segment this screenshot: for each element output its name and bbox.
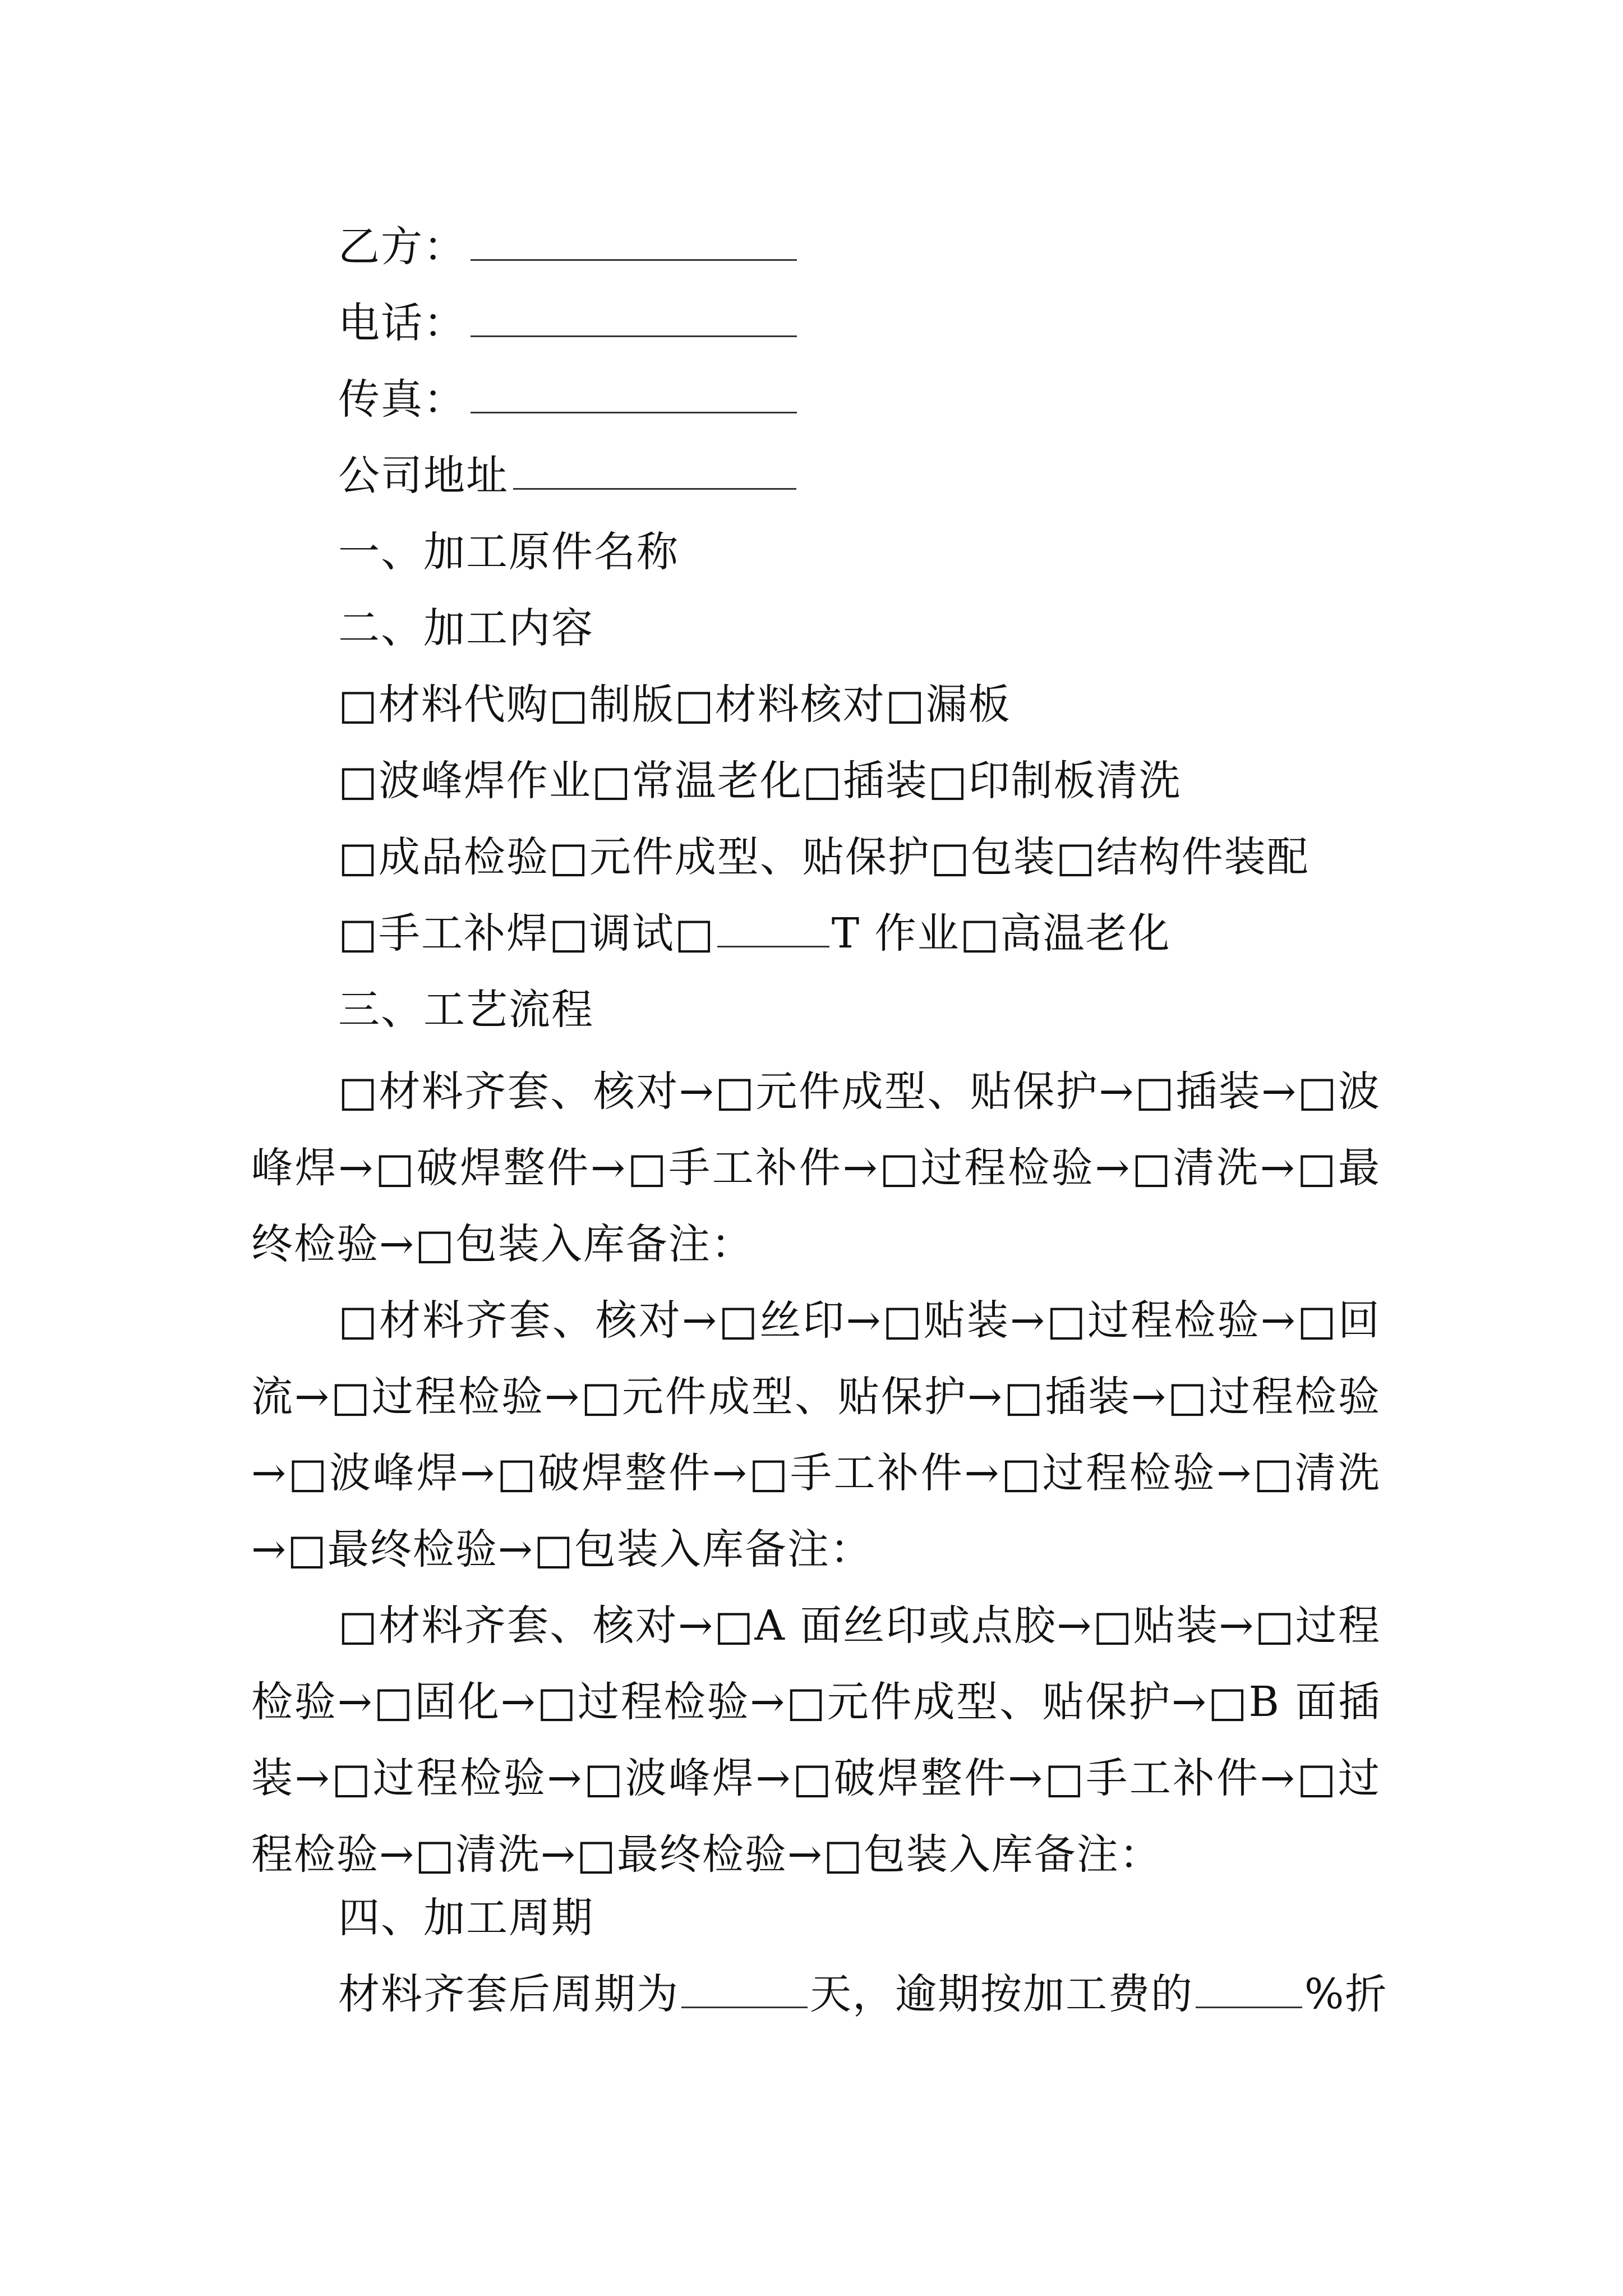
section-1-heading: 一、加工原件名称: [338, 528, 679, 576]
party-b-name-row: [338, 222, 797, 272]
party-b-name-label: 乙方：: [338, 223, 466, 271]
fax-blank[interactable]: [471, 375, 797, 413]
process-flow-1: [251, 1053, 1381, 1282]
cycle-text-start: 材料齐套后周期为: [338, 1970, 679, 2018]
party-b-name-blank[interactable]: [471, 222, 797, 261]
section-2-heading: 二、加工内容: [338, 604, 594, 652]
content-options-row-1: □材料代购□制版□材料核对□漏板: [338, 680, 1011, 729]
process-flow-2: [251, 1282, 1381, 1588]
content-options-row-4-end: T 作业□高温老化: [831, 909, 1171, 958]
fax-row: [338, 374, 797, 425]
content-options-row-2: □波峰焊作业□常温老化□插装□印制板清洗: [338, 757, 1182, 805]
cycle-text-middle: 天，逾期按加工费的: [810, 1970, 1193, 2018]
content-options-row-3: □成品检验□元件成型、贴保护□包装□结构件装配: [338, 833, 1310, 881]
cycle-days-blank[interactable]: [681, 1970, 808, 2008]
address-blank[interactable]: [513, 451, 796, 490]
address-row: [338, 450, 796, 501]
penalty-percent-blank[interactable]: [1196, 1970, 1302, 2008]
address-label: 公司地址: [338, 452, 509, 500]
cycle-text-end: %折: [1304, 1970, 1388, 2018]
fax-label: 传真：: [338, 375, 466, 424]
process-flow-1-text: □材料齐套、核对→□元件成型、贴保护→□插装→□波峰焊→□破焊整件→□手工补件→□过程检验→□清洗→□最终检验→□包装入库备注：: [251, 1068, 1381, 1268]
content-options-row-4-start: □手工补焊□调试□: [338, 909, 715, 958]
section-4-heading: 四、加工周期: [338, 1894, 594, 1942]
phone-blank[interactable]: [471, 298, 797, 337]
process-flow-3-text: □材料齐套、核对→□A 面丝印或点胶→□贴装→□过程检验→□固化→□过程检验→□元件成型、贴保护→□B 面插装→□过程检验→□波峰焊→□破焊整件→□手工补件→□过程检验→□清洗→□最终检验→□包装入库备注：: [251, 1602, 1381, 1879]
cycle-row: [338, 1969, 1387, 2019]
section-3-heading: 三、工艺流程: [338, 986, 594, 1034]
process-flow-3: [251, 1588, 1381, 1893]
smt-blank[interactable]: [717, 909, 829, 947]
phone-label: 电话：: [338, 299, 466, 347]
process-flow-2-text: □材料齐套、核对→□丝印→□贴装→□过程检验→□回流→□过程检验→□元件成型、贴保护→□插装→□过程检验→□波峰焊→□破焊整件→□手工补件→□过程检验→□清洗→□最终检验→□包装入库备注：: [251, 1296, 1381, 1573]
content-options-row-4: [338, 908, 1171, 959]
phone-row: [338, 298, 797, 348]
